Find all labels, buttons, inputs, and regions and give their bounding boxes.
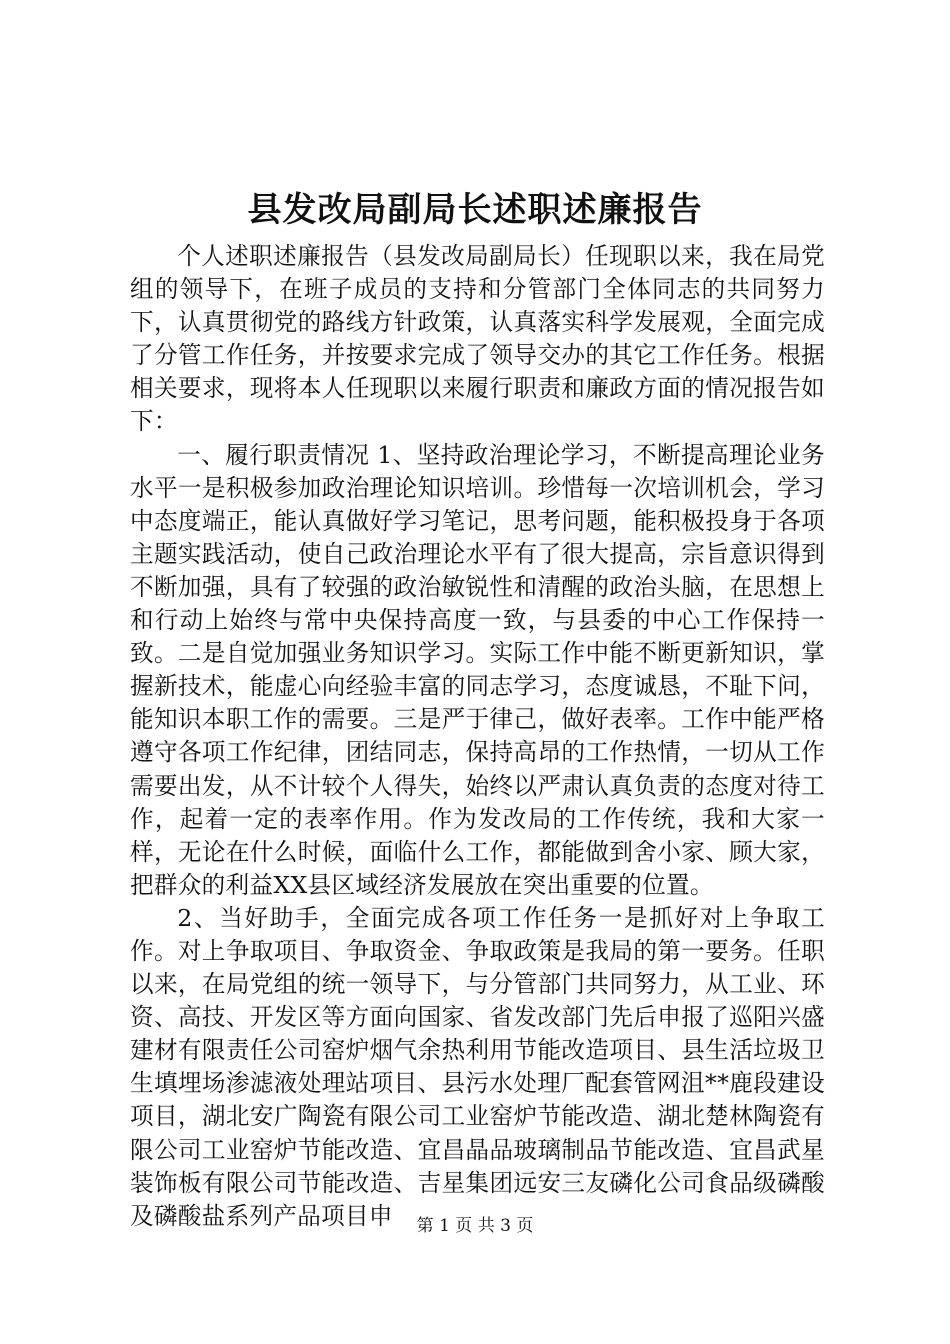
document-body bbox=[130, 240, 825, 1233]
page-footer: 第 1 页 共 3 页 bbox=[416, 1216, 534, 1236]
document-title: 县发改局副局长述职述廉报告 bbox=[247, 190, 703, 230]
paragraph-duties: 一、履行职责情况 1、坚持政治理论学习，不断提高理论业务水平一是积极参加政治理论知识培训。珍惜每一次培训机会，学习中态度端正，能认真做好学习笔记，思考问题，能积极投身于各项主题实践活动，使自己政治理论水平有了很大提高，宗旨意识得到不断加强，具有了较强的政治敏锐性和清醒的政治头脑，在思想上和行动上始终与常中央保持高度一致，与县委的中心工作保持一致。二是自觉加强业务知识学习。实际工作中能不断更新知识，掌握新技术，能虚心向经验丰富的同志学习，态度诚恳，不耻下问，能知识本职工作的需要。三是严于律己，做好表率。工作中能严格遵守各项工作纪律，团结同志，保持高昂的工作热情，一切从工作需要出发，从不计较个人得失，始终以严肃认真负责的态度对待工作，起着一定的表率作用。作为发改局的工作传统，我和大家一样，无论在什么时候，面临什么工作，都能做到舍小家、顾大家，把群众的利益XX县区域经济发展放在突出重要的位置。 bbox=[130, 440, 825, 899]
paragraph-assistant: 2、当好助手，全面完成各项工作任务一是抓好对上争取工作。对上争取项目、争取资金、争取政策是我局的第一要务。任职以来，在局党组的统一领导下，与分管部门共同努力，从工业、环资、高技、开发区等方面向国家、省发改部门先后申报了巡阳兴盛建材有限责任公司窑炉烟气余热利用节能改造项目、县生活垃圾卫生填埋场渗滤液处理站项目、县污水处理厂配套管网沮**鹿段建设项目，湖北安广陶瓷有限公司工业窑炉节能改造、湖北楚林陶瓷有限公司工业窑炉节能改造、宜昌晶品玻璃制品节能改造、宜昌武星装饰板有限公司节能改造、吉星集团远安三友磷化公司食品级磷酸及磷酸盐系列产品项目申 bbox=[130, 903, 825, 1230]
paragraph-intro: 个人述职述廉报告（县发改局副局长）任现职以来，我在局党组的领导下，在班子成员的支持和分管部门全体同志的共同努力下，认真贯彻党的路线方针政策，认真落实科学发展观，全面完成了分管工作任务，并按要求完成了领导交办的其它工作任务。根据相关要求，现将本人任现职以来履行职责和廉政方面的情况报告如下： bbox=[130, 242, 825, 436]
